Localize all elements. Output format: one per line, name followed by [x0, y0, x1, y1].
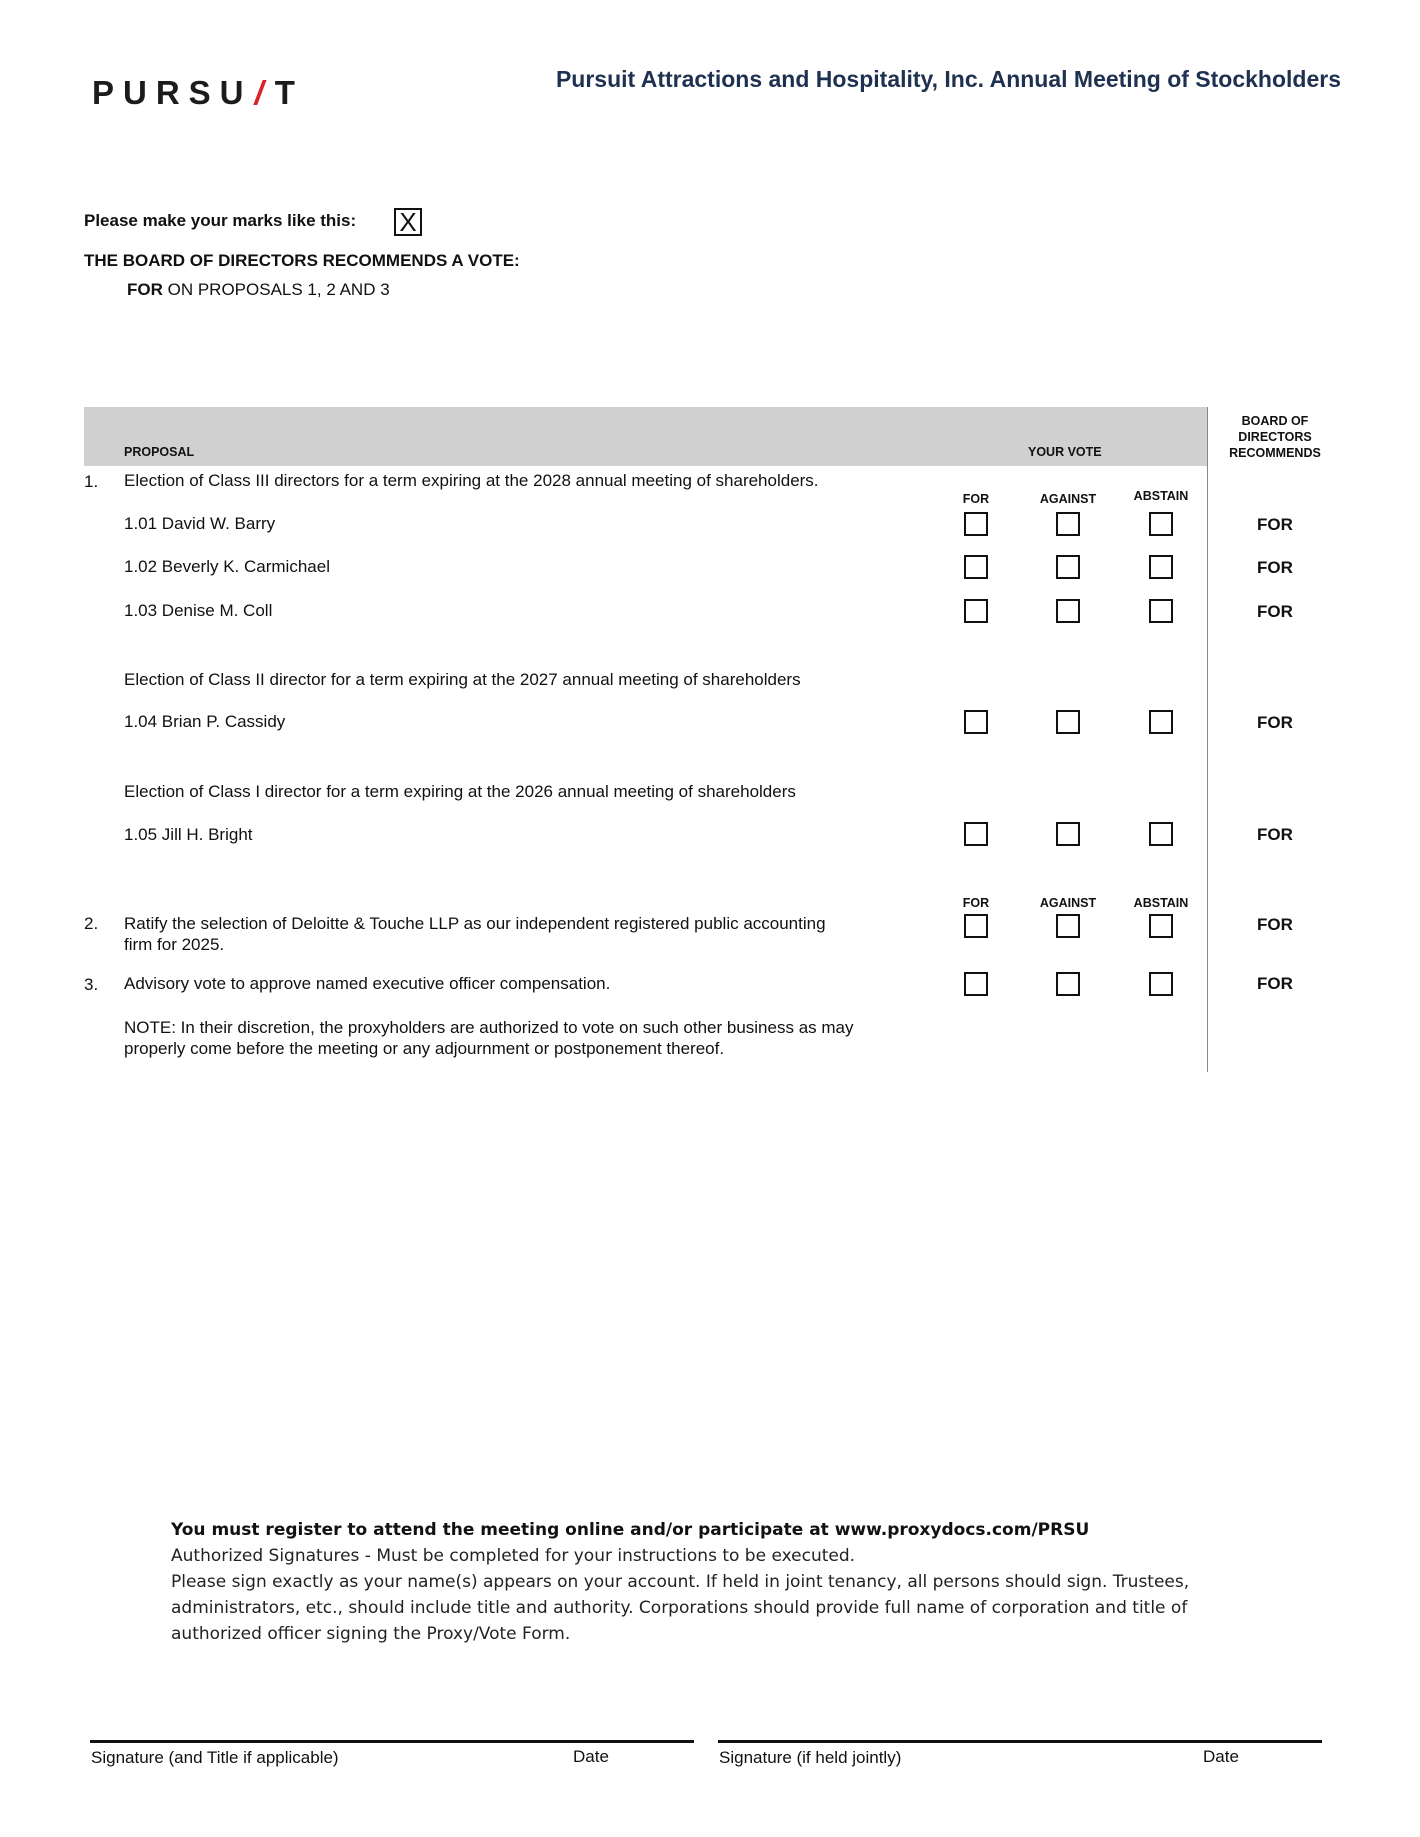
- vote-header-abstain: ABSTAIN: [1133, 896, 1189, 910]
- proposal-number: 1.: [84, 472, 99, 491]
- board-recommendation-summary: [127, 280, 390, 300]
- recommendation-proposals: ON PROPOSALS 1, 2 AND 3: [162, 280, 390, 299]
- register-notice: You must register to attend the meeting online and/or participate at www.proxydocs.com/PRSU: [171, 1520, 1090, 1540]
- proposal-3-text: Advisory vote to approve named executive officer compensation.: [124, 974, 611, 993]
- sign-instruction-line: administrators, etc., should include title and authority. Corporations should provide full name of corporation and title of: [171, 1598, 1188, 1618]
- vote-against-checkbox[interactable]: [1056, 914, 1080, 938]
- company-logo: [92, 74, 304, 112]
- class-2-election-text: Election of Class II director for a term expiring at the 2027 annual meeting of shareholders: [124, 670, 801, 689]
- joint-signature-line[interactable]: [718, 1740, 1322, 1743]
- logo-text-start: PURSU: [92, 74, 253, 111]
- vote-for-checkbox[interactable]: [964, 914, 988, 938]
- nominee-label: 1.02 Beverly K. Carmichael: [124, 557, 330, 576]
- vote-abstain-checkbox[interactable]: [1149, 512, 1173, 536]
- proposal-2-text: [124, 913, 826, 955]
- vote-abstain-checkbox[interactable]: [1149, 822, 1173, 846]
- proposal-number: 2.: [84, 914, 99, 933]
- vote-for-checkbox[interactable]: [964, 822, 988, 846]
- mark-example-box: X: [394, 208, 422, 236]
- class-1-election-text: Election of Class I director for a term expiring at the 2026 annual meeting of shareholders: [124, 782, 796, 801]
- vote-against-checkbox[interactable]: [1056, 555, 1080, 579]
- signature-label: Signature (and Title if applicable): [91, 1748, 339, 1767]
- proposal-number: 3.: [84, 975, 99, 994]
- vote-for-checkbox[interactable]: [964, 555, 988, 579]
- vote-for-checkbox[interactable]: [964, 710, 988, 734]
- board-recommendation: FOR: [1257, 515, 1293, 534]
- vote-against-checkbox[interactable]: [1056, 972, 1080, 996]
- vote-abstain-checkbox[interactable]: [1149, 914, 1173, 938]
- vote-against-checkbox[interactable]: [1056, 822, 1080, 846]
- board-recommendation: FOR: [1257, 558, 1293, 577]
- nominee-label: 1.03 Denise M. Coll: [124, 601, 273, 620]
- joint-date-label: Date: [1203, 1747, 1239, 1766]
- vote-for-checkbox[interactable]: [964, 512, 988, 536]
- date-label: Date: [573, 1747, 609, 1766]
- vote-header-against: AGAINST: [1039, 896, 1097, 910]
- vote-for-checkbox[interactable]: [964, 599, 988, 623]
- your-vote-column-header: YOUR VOTE: [1028, 445, 1102, 459]
- nominee-label: 1.05 Jill H. Bright: [124, 825, 253, 844]
- board-header-line: BOARD OF: [1241, 414, 1309, 428]
- signature-instructions: [171, 1517, 1189, 1647]
- board-recommendation: FOR: [1257, 713, 1293, 732]
- proposal-column-header: PROPOSAL: [124, 445, 195, 459]
- signature-line[interactable]: [90, 1740, 694, 1743]
- vote-abstain-checkbox[interactable]: [1149, 555, 1173, 579]
- board-recommendation: FOR: [1257, 915, 1293, 934]
- vote-against-checkbox[interactable]: [1056, 710, 1080, 734]
- vote-header-for: FOR: [962, 896, 990, 910]
- vote-abstain-checkbox[interactable]: [1149, 972, 1173, 996]
- proposal-2-line: firm for 2025.: [124, 935, 225, 954]
- vote-header-for: FOR: [962, 492, 990, 506]
- nominee-label: 1.04 Brian P. Cassidy: [124, 712, 286, 731]
- joint-signature-label: Signature (if held jointly): [719, 1748, 902, 1767]
- proxy-note-line: properly come before the meeting or any adjournment or postponement thereof.: [124, 1039, 725, 1058]
- board-header-line: DIRECTORS: [1238, 430, 1312, 444]
- board-recommendation: FOR: [1257, 825, 1293, 844]
- page-title: Pursuit Attractions and Hospitality, Inc. Annual Meeting of Stockholders: [555, 66, 1341, 92]
- nominee-label: 1.01 David W. Barry: [124, 514, 276, 533]
- sign-instruction-line: Please sign exactly as your name(s) appears on your account. If held in joint tenancy, all persons should sign. Trustees,: [171, 1572, 1190, 1592]
- marks-instruction: Please make your marks like this:: [84, 211, 357, 230]
- recommendation-for-word: FOR: [127, 280, 163, 299]
- vote-abstain-checkbox[interactable]: [1149, 599, 1173, 623]
- board-recommendation: FOR: [1257, 602, 1293, 621]
- proxy-note-line: NOTE: In their discretion, the proxyholders are authorized to vote on such other business as may: [124, 1018, 854, 1037]
- vote-for-checkbox[interactable]: [964, 972, 988, 996]
- vote-abstain-checkbox[interactable]: [1149, 710, 1173, 734]
- board-recommendation-heading: THE BOARD OF DIRECTORS RECOMMENDS A VOTE:: [84, 251, 520, 270]
- proposal-2-line: Ratify the selection of Deloitte & Touche LLP as our independent registered public accounting: [124, 914, 826, 933]
- board-recommends-column-header: [1210, 413, 1340, 461]
- sign-instruction-line: authorized officer signing the Proxy/Vote Form.: [171, 1624, 571, 1644]
- logo-slash-mark: /: [254, 74, 273, 111]
- vote-against-checkbox[interactable]: [1056, 599, 1080, 623]
- proposal-1-text: Election of Class III directors for a term expiring at the 2028 annual meeting of shareholders.: [124, 471, 819, 490]
- vote-header-against: AGAINST: [1039, 492, 1097, 506]
- logo-text-end: T: [274, 74, 304, 111]
- vote-against-checkbox[interactable]: [1056, 512, 1080, 536]
- board-recommendation: FOR: [1257, 974, 1293, 993]
- vote-header-abstain: ABSTAIN: [1133, 489, 1189, 503]
- board-header-line: RECOMMENDS: [1229, 446, 1321, 460]
- authorized-signatures-text: Authorized Signatures - Must be completed for your instructions to be executed.: [171, 1546, 856, 1566]
- proxy-note: [124, 1017, 853, 1059]
- column-divider: [1207, 407, 1208, 1072]
